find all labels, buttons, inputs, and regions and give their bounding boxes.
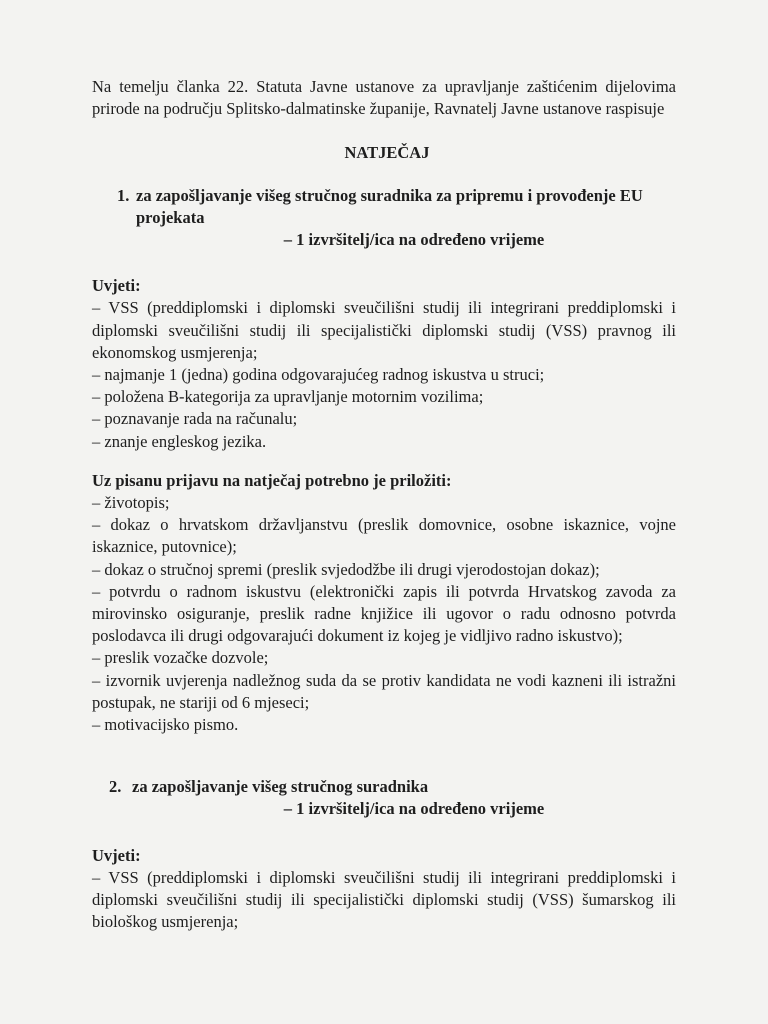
- job-2-subtitle: – 1 izvršitelj/ica na određeno vrijeme: [283, 799, 545, 819]
- job-1-documents-label: Uz pisanu prijavu na natječaj potrebno je priložiti:: [92, 470, 452, 490]
- list-item: – dokaz o stručnoj spremi (preslik svjedodžbe ili drugi vjerodostojan dokaz);: [92, 559, 600, 579]
- job-1-conditions-label: Uvjeti:: [92, 276, 141, 296]
- list-item: – životopis;: [92, 493, 170, 513]
- job-1-conditions-list: [92, 297, 676, 452]
- job-1-subtitle: – 1 izvršitelj/ica na određeno vrijeme: [283, 230, 545, 250]
- list-item: – znanje engleskog jezika.: [92, 431, 267, 451]
- list-item: – izvornik uvjerenja nadležnog suda da se protiv kandidata ne vodi kazneni ili istražni postupak, ne stariji od 6 mjeseci;: [92, 670, 676, 712]
- list-item: – VSS (preddiplomski i diplomski sveučilišni studij ili integrirani preddiplomski i diplomski sveučilišni studij ili specijalistički diplomski studij (VSS) pravnog ili ekonomskog usmjerenja;: [92, 298, 676, 362]
- job-1-title: za zapošljavanje višeg stručnog suradnika za pripremu i provođenje EU projekata: [136, 185, 643, 227]
- list-item: – potvrdu o radnom iskustvu (elektronički zapis ili potvrda Hrvatskog zavoda za mirovinsko osiguranje, preslik radne knjižice ili ugovor o radu odnosno potvrda poslodavca ili drugi odgovarajući dokument iz kojeg je vidljivo radno iskustvo);: [92, 581, 676, 646]
- job-1-number: 1.: [117, 185, 130, 205]
- list-item: – poznavanje rada na računalu;: [92, 409, 298, 429]
- job-1-documents-list: [92, 492, 676, 736]
- job-2-title: za zapošljavanje višeg stručnog suradnika: [132, 777, 429, 797]
- list-item: – položena B-kategorija za upravljanje motornim vozilima;: [92, 387, 484, 407]
- list-item: – najmanje 1 (jedna) godina odgovarajućeg radnog iskustva u struci;: [92, 365, 545, 385]
- document-heading: NATJEČAJ: [344, 143, 430, 163]
- list-item: – VSS (preddiplomski i diplomski sveučilišni studij ili integrirani preddiplomski i diplomski sveučilišni studij ili specijalistički diplomski studij (VSS) šumarskog ili biološkog usmjerenja;: [92, 867, 676, 932]
- job-2-number: 2.: [109, 777, 122, 797]
- list-item: – preslik vozačke dozvole;: [92, 648, 269, 668]
- job-2-title-block: [92, 776, 676, 820]
- job-2-conditions-label: Uvjeti:: [92, 845, 141, 865]
- intro-paragraph: Na temelju članka 22. Statuta Javne ustanove za upravljanje zaštićenim dijelovima prirode na području Splitsko-dalmatinske županije, Ravnatelj Javne ustanove raspisuje: [92, 77, 676, 119]
- job-2-conditions-list: [92, 867, 676, 934]
- list-item: – dokaz o hrvatskom državljanstvu (preslik domovnice, osobne iskaznice, vojne iskaznice, putovnice);: [92, 515, 676, 557]
- list-item: – motivacijsko pismo.: [92, 715, 239, 735]
- job-1-title-block: [92, 185, 676, 252]
